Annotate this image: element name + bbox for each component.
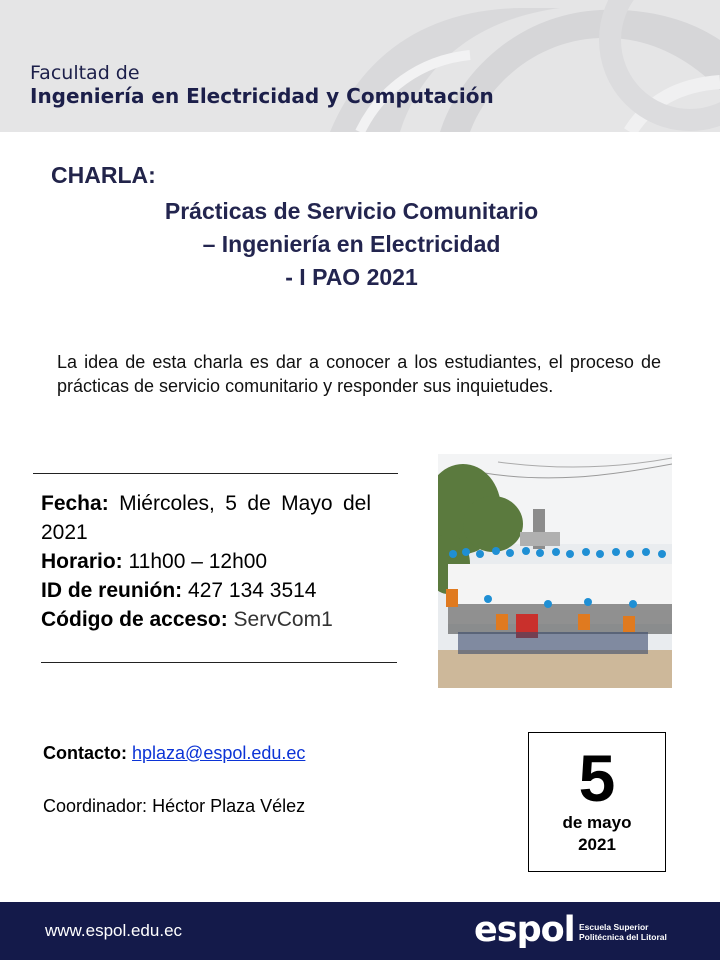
detail-horario	[41, 547, 371, 576]
faculty-line1: Facultad de	[30, 62, 140, 84]
date-month: de mayo	[562, 813, 632, 832]
logo-institution	[579, 922, 667, 942]
divider-top	[33, 473, 398, 474]
event-title	[60, 195, 643, 294]
title-line-3: - I PAO 2021	[285, 264, 418, 290]
horario-value: 11h00 – 12h00	[128, 550, 268, 573]
access-code-value: ServCom1	[233, 608, 333, 631]
title-line-1: Prácticas de Servicio Comunitario	[164, 198, 539, 224]
divider-bottom	[41, 662, 397, 663]
group-photo	[438, 454, 672, 688]
fecha-value: Miércoles, 5 de Mayo del 2021	[41, 492, 371, 544]
fecha-label: Fecha:	[41, 492, 109, 515]
meeting-id-value: 427 134 3514	[188, 579, 317, 602]
header-banner	[0, 0, 720, 132]
faculty-line2: Ingeniería en Electricidad y Computación	[30, 84, 494, 108]
institution-line2: Politécnica del Litoral	[579, 932, 667, 942]
contact-line	[43, 743, 305, 764]
date-day: 5	[578, 741, 616, 815]
detail-meeting-id	[41, 576, 371, 605]
faculty-name	[30, 62, 494, 108]
footer-bar	[0, 902, 720, 960]
access-code-label: Código de acceso:	[41, 608, 228, 631]
meeting-id-label: ID de reunión:	[41, 579, 183, 602]
date-box	[528, 732, 666, 872]
logo-wordmark: espol	[474, 910, 575, 950]
contact-label: Contacto:	[43, 743, 127, 763]
institution-line1: Escuela Superior	[579, 922, 649, 932]
event-kicker: CHARLA:	[51, 162, 156, 188]
title-line-2: – Ingeniería en Electricidad	[202, 231, 501, 257]
event-description: La idea de esta charla es dar a conocer a los estudiantes, el proceso de prácticas de servicio comunitario y responder sus inquietudes.	[57, 352, 661, 396]
date-year: 2021	[578, 835, 616, 854]
website-link[interactable]: www.espol.edu.ec	[45, 921, 183, 940]
horario-label: Horario:	[41, 550, 123, 573]
contact-email-link[interactable]: hplaza@espol.edu.ec	[132, 743, 306, 763]
event-details	[41, 489, 371, 634]
detail-access-code	[41, 605, 371, 634]
detail-fecha	[41, 489, 371, 547]
coordinator: Coordinador: Héctor Plaza Vélez	[43, 796, 306, 816]
